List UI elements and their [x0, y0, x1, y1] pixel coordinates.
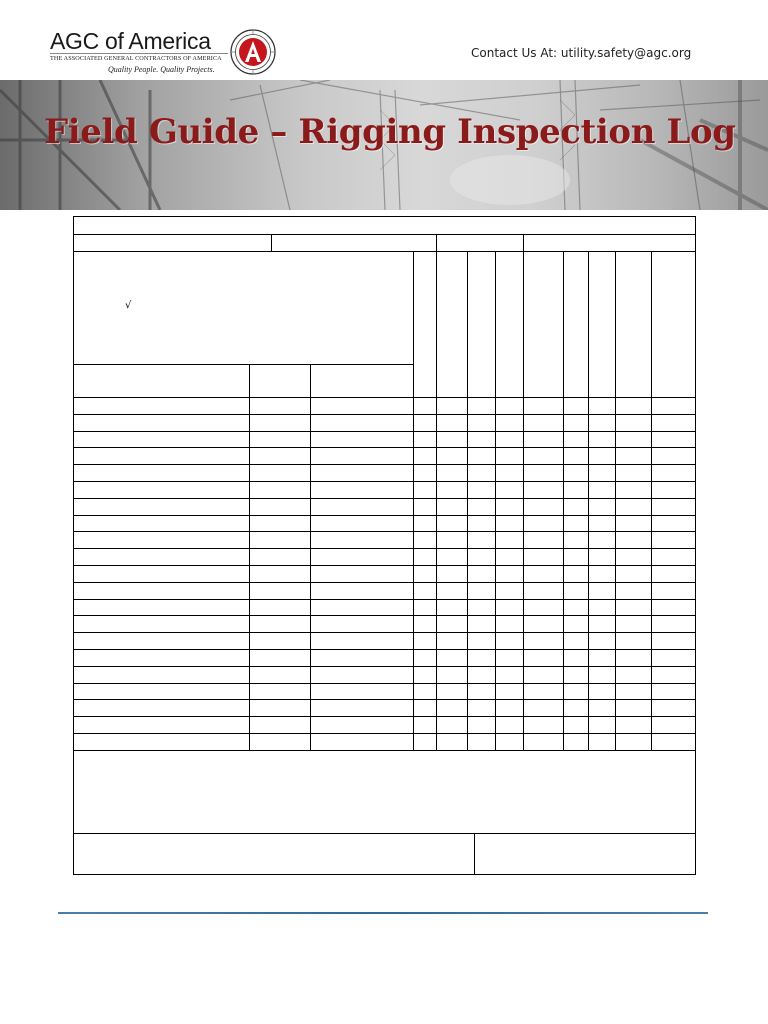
table-cell-r16-c1[interactable] — [73, 649, 250, 667]
table-cell-r19-c2[interactable] — [249, 699, 311, 717]
table-cell-r3-c12[interactable] — [651, 431, 696, 448]
table-cell-r17-c10[interactable] — [588, 666, 616, 684]
table-cell-r18-c3[interactable] — [310, 683, 414, 700]
table-cell-r10-c6[interactable] — [467, 548, 496, 566]
table-cell-r1-c4[interactable] — [413, 397, 437, 415]
table-cell-r10-c5[interactable] — [436, 548, 468, 566]
table-cell-r13-c10[interactable] — [588, 599, 616, 616]
table-cell-r20-c8[interactable] — [523, 716, 564, 734]
table-cell-r4-c8[interactable] — [523, 447, 564, 465]
table-cell-r15-c2[interactable] — [249, 632, 311, 650]
column-header-check-6 — [563, 251, 589, 398]
table-cell-r4-c9[interactable] — [563, 447, 589, 465]
form-title-row[interactable] — [73, 216, 696, 235]
table-cell-r14-c6[interactable] — [467, 615, 496, 633]
table-cell-r2-c12[interactable] — [651, 414, 696, 432]
table-cell-r14-c9[interactable] — [563, 615, 589, 633]
table-cell-r10-c8[interactable] — [523, 548, 564, 566]
table-cell-r6-c4[interactable] — [413, 481, 437, 499]
table-cell-r4-c11[interactable] — [615, 447, 652, 465]
table-cell-r1-c3[interactable] — [310, 397, 414, 415]
table-cell-r9-c1[interactable] — [73, 531, 250, 549]
table-cell-r18-c12[interactable] — [651, 683, 696, 700]
table-cell-r10-c9[interactable] — [563, 548, 589, 566]
table-cell-r1-c6[interactable] — [467, 397, 496, 415]
table-cell-r7-c1[interactable] — [73, 498, 250, 516]
table-cell-r1-c12[interactable] — [651, 397, 696, 415]
table-cell-r18-c8[interactable] — [523, 683, 564, 700]
table-cell-r11-c9[interactable] — [563, 565, 589, 583]
table-cell-r20-c11[interactable] — [615, 716, 652, 734]
table-cell-r20-c7[interactable] — [495, 716, 524, 734]
table-cell-r1-c9[interactable] — [563, 397, 589, 415]
table-cell-r19-c3[interactable] — [310, 699, 414, 717]
table-cell-r17-c4[interactable] — [413, 666, 437, 684]
table-cell-r4-c2[interactable] — [249, 447, 311, 465]
table-cell-r12-c8[interactable] — [523, 582, 564, 600]
table-cell-r12-c2[interactable] — [249, 582, 311, 600]
table-cell-r7-c10[interactable] — [588, 498, 616, 516]
table-cell-r19-c10[interactable] — [588, 699, 616, 717]
table-cell-r3-c5[interactable] — [436, 431, 468, 448]
table-cell-r19-c12[interactable] — [651, 699, 696, 717]
table-cell-r11-c10[interactable] — [588, 565, 616, 583]
table-cell-r3-c9[interactable] — [563, 431, 589, 448]
table-cell-r21-c9[interactable] — [563, 733, 589, 751]
table-cell-r3-c10[interactable] — [588, 431, 616, 448]
table-cell-r8-c3[interactable] — [310, 515, 414, 532]
table-cell-r6-c7[interactable] — [495, 481, 524, 499]
table-cell-r21-c6[interactable] — [467, 733, 496, 751]
table-cell-r8-c1[interactable] — [73, 515, 250, 532]
table-cell-r1-c7[interactable] — [495, 397, 524, 415]
column-header-check-8 — [615, 251, 652, 398]
table-cell-r10-c10[interactable] — [588, 548, 616, 566]
table-cell-r9-c3[interactable] — [310, 531, 414, 549]
table-cell-r4-c7[interactable] — [495, 447, 524, 465]
table-cell-r15-c1[interactable] — [73, 632, 250, 650]
table-cell-r17-c2[interactable] — [249, 666, 311, 684]
table-cell-r14-c3[interactable] — [310, 615, 414, 633]
table-cell-r9-c8[interactable] — [523, 531, 564, 549]
table-cell-r12-c4[interactable] — [413, 582, 437, 600]
table-cell-r10-c3[interactable] — [310, 548, 414, 566]
table-cell-r21-c12[interactable] — [651, 733, 696, 751]
table-cell-r2-c9[interactable] — [563, 414, 589, 432]
table-cell-r4-c6[interactable] — [467, 447, 496, 465]
table-cell-r16-c7[interactable] — [495, 649, 524, 667]
table-cell-r13-c7[interactable] — [495, 599, 524, 616]
table-cell-r11-c12[interactable] — [651, 565, 696, 583]
table-cell-r7-c3[interactable] — [310, 498, 414, 516]
logo-name: AGC of America — [50, 28, 211, 54]
table-cell-r13-c4[interactable] — [413, 599, 437, 616]
table-cell-r18-c2[interactable] — [249, 683, 311, 700]
table-cell-r6-c11[interactable] — [615, 481, 652, 499]
table-cell-r11-c7[interactable] — [495, 565, 524, 583]
table-cell-r11-c4[interactable] — [413, 565, 437, 583]
table-cell-r3-c2[interactable] — [249, 431, 311, 448]
table-cell-r18-c10[interactable] — [588, 683, 616, 700]
table-cell-r4-c5[interactable] — [436, 447, 468, 465]
table-cell-r20-c3[interactable] — [310, 716, 414, 734]
table-cell-r1-c10[interactable] — [588, 397, 616, 415]
table-cell-r9-c11[interactable] — [615, 531, 652, 549]
logo-subtitle: THE ASSOCIATED GENERAL CONTRACTORS OF AMERICA — [50, 53, 228, 63]
table-cell-r16-c6[interactable] — [467, 649, 496, 667]
header-cell-inspector[interactable] — [523, 234, 696, 252]
table-cell-r8-c2[interactable] — [249, 515, 311, 532]
column-header-check-7 — [588, 251, 616, 398]
table-cell-r7-c2[interactable] — [249, 498, 311, 516]
table-cell-r21-c4[interactable] — [413, 733, 437, 751]
table-cell-r14-c10[interactable] — [588, 615, 616, 633]
table-cell-r5-c3[interactable] — [310, 464, 414, 482]
contact-email: Contact Us At: utility.safety@agc.org — [471, 46, 692, 60]
table-cell-r9-c9[interactable] — [563, 531, 589, 549]
table-cell-r3-c7[interactable] — [495, 431, 524, 448]
table-cell-r11-c6[interactable] — [467, 565, 496, 583]
table-cell-r14-c8[interactable] — [523, 615, 564, 633]
table-cell-r8-c5[interactable] — [436, 515, 468, 532]
table-cell-r16-c9[interactable] — [563, 649, 589, 667]
table-cell-r5-c12[interactable] — [651, 464, 696, 482]
table-cell-r17-c11[interactable] — [615, 666, 652, 684]
table-cell-r1-c2[interactable] — [249, 397, 311, 415]
table-cell-r15-c11[interactable] — [615, 632, 652, 650]
table-cell-r15-c8[interactable] — [523, 632, 564, 650]
table-cell-r7-c9[interactable] — [563, 498, 589, 516]
table-cell-r7-c12[interactable] — [651, 498, 696, 516]
table-cell-r11-c11[interactable] — [615, 565, 652, 583]
table-cell-r13-c8[interactable] — [523, 599, 564, 616]
table-cell-r9-c2[interactable] — [249, 531, 311, 549]
table-cell-r20-c10[interactable] — [588, 716, 616, 734]
table-cell-r2-c5[interactable] — [436, 414, 468, 432]
table-cell-r5-c6[interactable] — [467, 464, 496, 482]
table-cell-r13-c5[interactable] — [436, 599, 468, 616]
table-cell-r1-c5[interactable] — [436, 397, 468, 415]
table-cell-r2-c1[interactable] — [73, 414, 250, 432]
table-cell-r6-c6[interactable] — [467, 481, 496, 499]
table-cell-r2-c11[interactable] — [615, 414, 652, 432]
table-cell-r15-c12[interactable] — [651, 632, 696, 650]
table-cell-r10-c12[interactable] — [651, 548, 696, 566]
table-cell-r21-c5[interactable] — [436, 733, 468, 751]
table-cell-r16-c3[interactable] — [310, 649, 414, 667]
table-cell-r6-c10[interactable] — [588, 481, 616, 499]
table-cell-r5-c5[interactable] — [436, 464, 468, 482]
table-cell-r14-c11[interactable] — [615, 615, 652, 633]
table-cell-r10-c1[interactable] — [73, 548, 250, 566]
table-cell-r14-c2[interactable] — [249, 615, 311, 633]
table-cell-r5-c7[interactable] — [495, 464, 524, 482]
table-cell-r20-c6[interactable] — [467, 716, 496, 734]
column-header-check-5 — [523, 251, 564, 398]
table-cell-r19-c11[interactable] — [615, 699, 652, 717]
table-cell-r6-c3[interactable] — [310, 481, 414, 499]
comments-area[interactable] — [73, 750, 696, 834]
table-cell-r18-c5[interactable] — [436, 683, 468, 700]
table-cell-r3-c11[interactable] — [615, 431, 652, 448]
column-header-item — [73, 364, 250, 398]
table-cell-r6-c5[interactable] — [436, 481, 468, 499]
table-cell-r17-c3[interactable] — [310, 666, 414, 684]
table-cell-r18-c4[interactable] — [413, 683, 437, 700]
table-cell-r15-c9[interactable] — [563, 632, 589, 650]
table-cell-r21-c2[interactable] — [249, 733, 311, 751]
table-cell-r20-c1[interactable] — [73, 716, 250, 734]
table-cell-r8-c12[interactable] — [651, 515, 696, 532]
table-cell-r5-c4[interactable] — [413, 464, 437, 482]
table-cell-r19-c1[interactable] — [73, 699, 250, 717]
table-cell-r17-c9[interactable] — [563, 666, 589, 684]
table-cell-r9-c10[interactable] — [588, 531, 616, 549]
table-cell-r11-c5[interactable] — [436, 565, 468, 583]
table-cell-r10-c11[interactable] — [615, 548, 652, 566]
table-cell-r16-c4[interactable] — [413, 649, 437, 667]
table-cell-r12-c9[interactable] — [563, 582, 589, 600]
table-cell-r5-c11[interactable] — [615, 464, 652, 482]
footer-rule — [58, 912, 708, 914]
table-cell-r3-c6[interactable] — [467, 431, 496, 448]
header-cell-project[interactable] — [271, 234, 437, 252]
table-cell-r13-c12[interactable] — [651, 599, 696, 616]
table-cell-r8-c6[interactable] — [467, 515, 496, 532]
signature-cell[interactable] — [73, 833, 475, 875]
table-cell-r18-c6[interactable] — [467, 683, 496, 700]
table-cell-r20-c9[interactable] — [563, 716, 589, 734]
table-cell-r18-c11[interactable] — [615, 683, 652, 700]
table-cell-r11-c1[interactable] — [73, 565, 250, 583]
table-cell-r8-c7[interactable] — [495, 515, 524, 532]
table-cell-r7-c7[interactable] — [495, 498, 524, 516]
table-cell-r12-c12[interactable] — [651, 582, 696, 600]
table-cell-r13-c3[interactable] — [310, 599, 414, 616]
table-cell-r14-c1[interactable] — [73, 615, 250, 633]
table-cell-r17-c6[interactable] — [467, 666, 496, 684]
table-cell-r18-c9[interactable] — [563, 683, 589, 700]
table-cell-r12-c7[interactable] — [495, 582, 524, 600]
table-cell-r10-c7[interactable] — [495, 548, 524, 566]
table-cell-r4-c10[interactable] — [588, 447, 616, 465]
table-cell-r9-c6[interactable] — [467, 531, 496, 549]
table-cell-r4-c3[interactable] — [310, 447, 414, 465]
table-cell-r2-c10[interactable] — [588, 414, 616, 432]
table-cell-r5-c8[interactable] — [523, 464, 564, 482]
table-cell-r14-c7[interactable] — [495, 615, 524, 633]
table-cell-r13-c6[interactable] — [467, 599, 496, 616]
table-cell-r5-c9[interactable] — [563, 464, 589, 482]
header-cell-company[interactable] — [73, 234, 272, 252]
table-cell-r12-c3[interactable] — [310, 582, 414, 600]
table-cell-r19-c4[interactable] — [413, 699, 437, 717]
table-cell-r17-c12[interactable] — [651, 666, 696, 684]
logo-tagline: Quality People. Quality Projects. — [108, 65, 215, 74]
table-cell-r9-c5[interactable] — [436, 531, 468, 549]
table-cell-r5-c2[interactable] — [249, 464, 311, 482]
table-cell-r15-c4[interactable] — [413, 632, 437, 650]
table-cell-r3-c8[interactable] — [523, 431, 564, 448]
table-cell-r15-c7[interactable] — [495, 632, 524, 650]
column-header-check-4 — [495, 251, 524, 398]
table-cell-r19-c6[interactable] — [467, 699, 496, 717]
table-cell-r1-c1[interactable] — [73, 397, 250, 415]
column-header-capacity — [310, 364, 414, 398]
table-cell-r8-c10[interactable] — [588, 515, 616, 532]
table-cell-r9-c4[interactable] — [413, 531, 437, 549]
table-cell-r11-c8[interactable] — [523, 565, 564, 583]
table-cell-r12-c1[interactable] — [73, 582, 250, 600]
table-cell-r15-c3[interactable] — [310, 632, 414, 650]
table-cell-r21-c7[interactable] — [495, 733, 524, 751]
table-cell-r15-c10[interactable] — [588, 632, 616, 650]
table-cell-r16-c8[interactable] — [523, 649, 564, 667]
table-cell-r20-c4[interactable] — [413, 716, 437, 734]
table-cell-r7-c5[interactable] — [436, 498, 468, 516]
table-cell-r12-c10[interactable] — [588, 582, 616, 600]
table-cell-r8-c9[interactable] — [563, 515, 589, 532]
table-cell-r11-c3[interactable] — [310, 565, 414, 583]
table-cell-r16-c2[interactable] — [249, 649, 311, 667]
table-cell-r9-c7[interactable] — [495, 531, 524, 549]
table-cell-r17-c1[interactable] — [73, 666, 250, 684]
table-cell-r17-c8[interactable] — [523, 666, 564, 684]
table-cell-r4-c1[interactable] — [73, 447, 250, 465]
table-cell-r21-c8[interactable] — [523, 733, 564, 751]
table-cell-r14-c4[interactable] — [413, 615, 437, 633]
table-cell-r2-c4[interactable] — [413, 414, 437, 432]
table-cell-r21-c3[interactable] — [310, 733, 414, 751]
column-header-check-9 — [651, 251, 696, 398]
header-cell-date[interactable] — [436, 234, 524, 252]
table-cell-r15-c5[interactable] — [436, 632, 468, 650]
table-cell-r10-c2[interactable] — [249, 548, 311, 566]
table-cell-r14-c12[interactable] — [651, 615, 696, 633]
column-header-check-3 — [467, 251, 496, 398]
table-cell-r5-c1[interactable] — [73, 464, 250, 482]
table-cell-r14-c5[interactable] — [436, 615, 468, 633]
table-cell-r1-c8[interactable] — [523, 397, 564, 415]
table-cell-r3-c1[interactable] — [73, 431, 250, 448]
table-cell-r21-c1[interactable] — [73, 733, 250, 751]
signature-date-cell[interactable] — [474, 833, 696, 875]
table-cell-r20-c12[interactable] — [651, 716, 696, 734]
table-cell-r18-c7[interactable] — [495, 683, 524, 700]
table-cell-r21-c10[interactable] — [588, 733, 616, 751]
table-cell-r6-c9[interactable] — [563, 481, 589, 499]
table-cell-r12-c11[interactable] — [615, 582, 652, 600]
table-cell-r12-c6[interactable] — [467, 582, 496, 600]
table-cell-r7-c11[interactable] — [615, 498, 652, 516]
page-title: Field Guide – Rigging Inspection Log — [44, 112, 736, 152]
table-cell-r16-c10[interactable] — [588, 649, 616, 667]
table-cell-r6-c1[interactable] — [73, 481, 250, 499]
table-cell-r3-c3[interactable] — [310, 431, 414, 448]
table-cell-r16-c11[interactable] — [615, 649, 652, 667]
table-cell-r2-c2[interactable] — [249, 414, 311, 432]
table-cell-r8-c4[interactable] — [413, 515, 437, 532]
column-header-check-1 — [413, 251, 437, 398]
table-cell-r10-c4[interactable] — [413, 548, 437, 566]
table-cell-r6-c8[interactable] — [523, 481, 564, 499]
table-cell-r20-c2[interactable] — [249, 716, 311, 734]
table-cell-r17-c7[interactable] — [495, 666, 524, 684]
table-cell-r7-c4[interactable] — [413, 498, 437, 516]
table-cell-r18-c1[interactable] — [73, 683, 250, 700]
table-cell-r6-c2[interactable] — [249, 481, 311, 499]
table-cell-r13-c2[interactable] — [249, 599, 311, 616]
table-cell-r21-c11[interactable] — [615, 733, 652, 751]
table-cell-r5-c10[interactable] — [588, 464, 616, 482]
column-header-id — [249, 364, 311, 398]
column-header-check-2 — [436, 251, 468, 398]
table-cell-r8-c11[interactable] — [615, 515, 652, 532]
table-cell-r19-c8[interactable] — [523, 699, 564, 717]
table-cell-r13-c9[interactable] — [563, 599, 589, 616]
table-cell-r11-c2[interactable] — [249, 565, 311, 583]
table-cell-r13-c1[interactable] — [73, 599, 250, 616]
table-cell-r12-c5[interactable] — [436, 582, 468, 600]
table-cell-r4-c12[interactable] — [651, 447, 696, 465]
table-cell-r2-c6[interactable] — [467, 414, 496, 432]
table-cell-r9-c12[interactable] — [651, 531, 696, 549]
table-cell-r7-c8[interactable] — [523, 498, 564, 516]
table-cell-r19-c5[interactable] — [436, 699, 468, 717]
table-cell-r2-c8[interactable] — [523, 414, 564, 432]
table-cell-r1-c11[interactable] — [615, 397, 652, 415]
table-cell-r16-c12[interactable] — [651, 649, 696, 667]
check-symbol: √ — [125, 300, 132, 311]
table-cell-r8-c8[interactable] — [523, 515, 564, 532]
table-cell-r4-c4[interactable] — [413, 447, 437, 465]
table-cell-r6-c12[interactable] — [651, 481, 696, 499]
table-cell-r16-c5[interactable] — [436, 649, 468, 667]
table-cell-r19-c7[interactable] — [495, 699, 524, 717]
table-cell-r7-c6[interactable] — [467, 498, 496, 516]
table-cell-r15-c6[interactable] — [467, 632, 496, 650]
table-cell-r2-c3[interactable] — [310, 414, 414, 432]
table-cell-r3-c4[interactable] — [413, 431, 437, 448]
table-cell-r2-c7[interactable] — [495, 414, 524, 432]
table-cell-r19-c9[interactable] — [563, 699, 589, 717]
table-cell-r17-c5[interactable] — [436, 666, 468, 684]
table-cell-r20-c5[interactable] — [436, 716, 468, 734]
table-cell-r13-c11[interactable] — [615, 599, 652, 616]
